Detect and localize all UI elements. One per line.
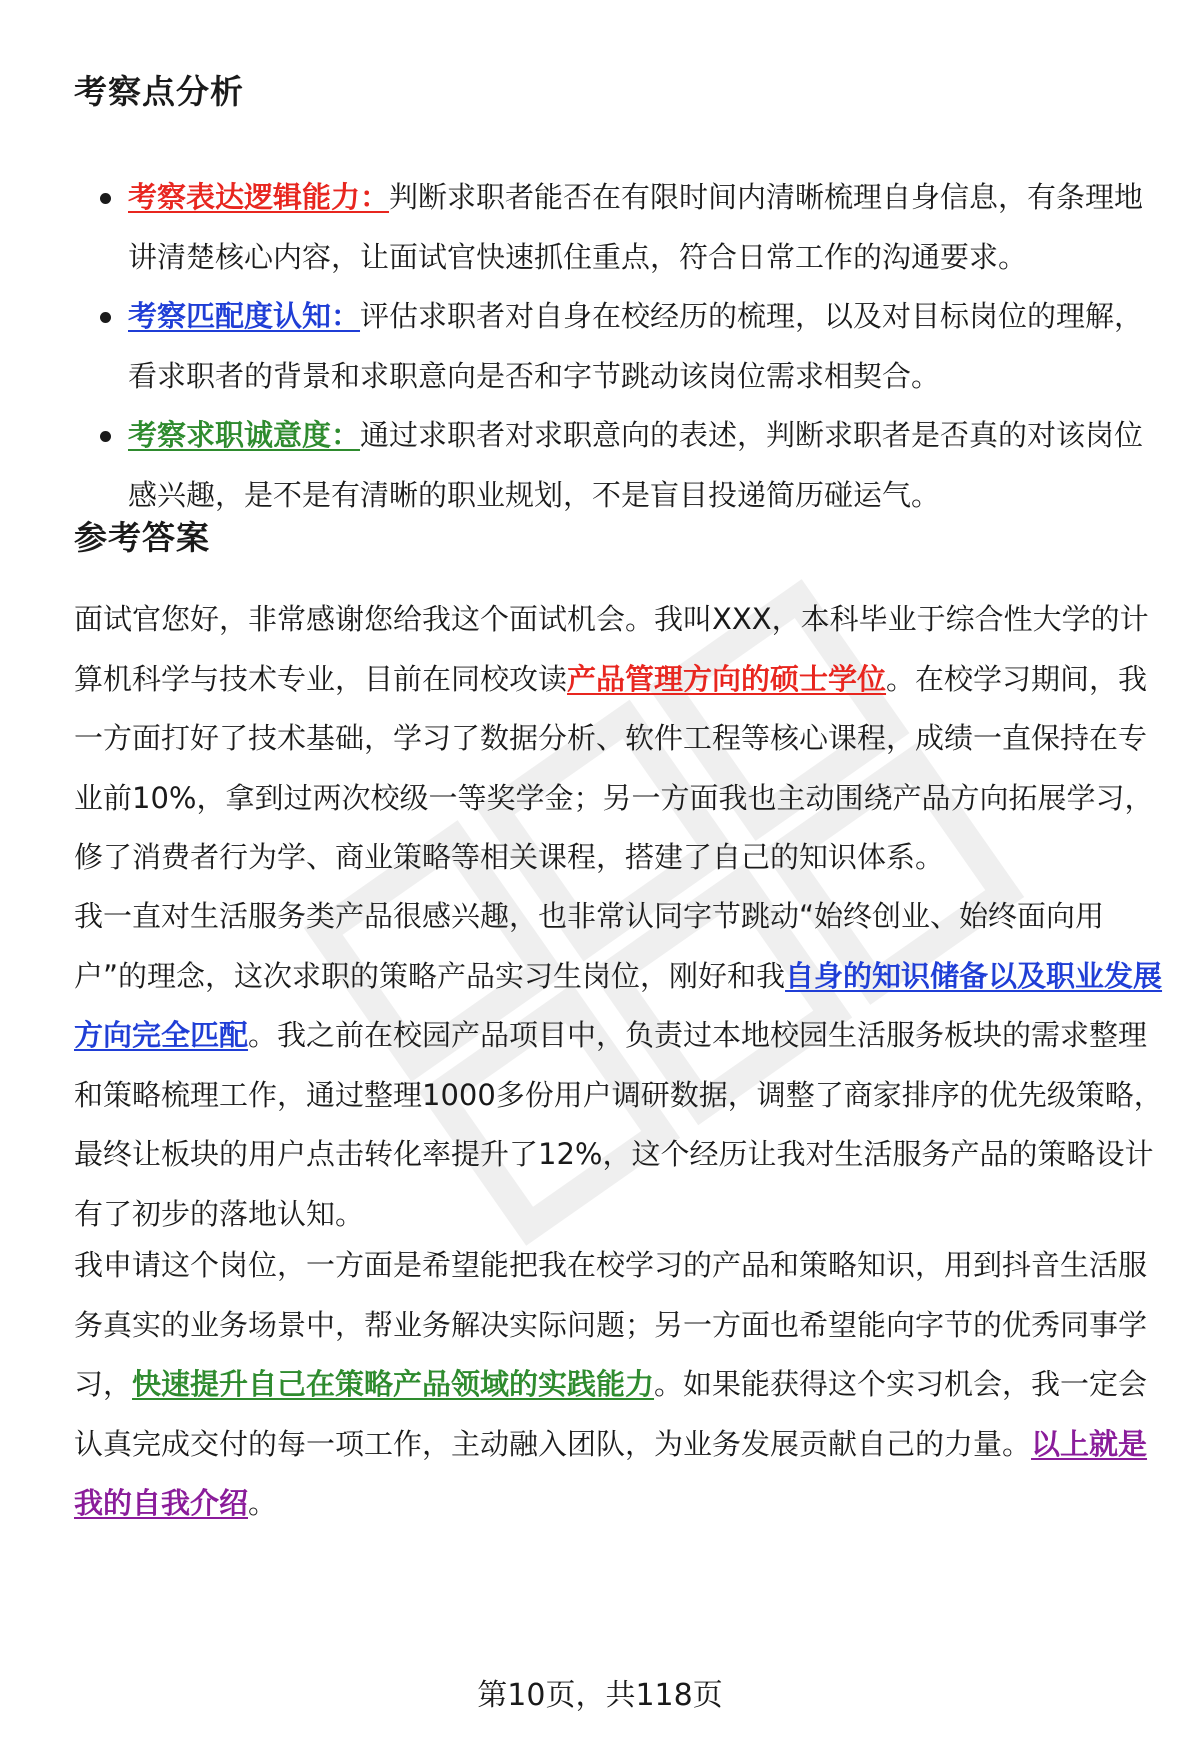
bullet-keyword: 考察求职诚意度：: [128, 418, 361, 452]
bullet-text: 评估求职者对自身在校经历的梳理，以及对目标岗位的理解，看求职者的背景和求职意向是否和字节跳动该岗位需求相契合。: [128, 299, 1144, 393]
highlight-text: 自身的知识储备以及职业发展方向完全匹配: [74, 958, 1163, 1052]
paragraph-text: 我申请这个岗位，一方面是希望能把我在校学习的产品和策略知识，用到抖音生活服务真实的业务场景中，帮业务解决实际问题；另一方面也希望能向字节的优秀同事学习，: [74, 1248, 1148, 1401]
analysis-section-title: 考察点分析: [74, 72, 244, 111]
bullet-dot-icon: [100, 193, 111, 204]
answer-paragraph-2: [74, 887, 1164, 1244]
highlight-text: 产品管理方向的硕士学位: [567, 661, 887, 696]
bullet-keyword: 考察匹配度认知：: [128, 299, 361, 333]
bullet-text: 通过求职者对求职意向的表述，判断求职者是否真的对该岗位感兴趣，是不是有清晰的职业规划，不是盲目投递简历碰运气。: [128, 418, 1144, 512]
answer-paragraph-1: [74, 590, 1164, 888]
page-number-footer: 第10页，共118页: [477, 1678, 723, 1713]
list-item: [74, 406, 1154, 525]
paragraph-text: 。在校学习期间，我一方面打好了技术基础，学习了数据分析、软件工程等核心课程，成绩一直保持在专业前10%，拿到过两次校级一等奖学金；另一方面我也主动围绕产品方向拓展学习，修了消费者行为学、商业策略等相关课程，搭建了自己的知识体系。: [74, 661, 1154, 874]
bullet-text: 判断求职者能否在有限时间内清晰梳理自身信息，有条理地讲清楚核心内容，让面试官快速抓住重点，符合日常工作的沟通要求。: [128, 180, 1144, 274]
paragraph-text: 。我之前在校园产品项目中，负责过本地校园生活服务板块的需求整理和策略梳理工作，通过整理1000多份用户调研数据，调整了商家排序的优先级策略，最终让板块的用户点击转化率提升了12%，这个经历让我对生活服务产品的策略设计有了初步的落地认知。: [74, 1018, 1163, 1231]
list-item: [74, 168, 1154, 287]
paragraph-text: 我一直对生活服务类产品很感兴趣，也非常认同字节跳动“始终创业、始终面向用户”的理念，这次求职的策略产品实习生岗位，刚好和我: [74, 899, 1105, 993]
highlight-text: 快速提升自己在策略产品领域的实践能力: [132, 1367, 655, 1401]
paragraph-text: 。如果能获得这个实习机会，我一定会认真完成交付的每一项工作，主动融入团队，为业务发展贡献自己的力量。: [74, 1367, 1148, 1461]
answer-section-title: 参考答案: [74, 518, 210, 557]
bullet-keyword: 考察表达逻辑能力：: [128, 180, 390, 214]
bullet-dot-icon: [100, 312, 111, 323]
list-item: [74, 287, 1154, 406]
paragraph-text: 面试官您好，非常感谢您给我这个面试机会。我叫XXX，本科毕业于综合性大学的计算机科学与技术专业，目前在同校攻读: [74, 602, 1149, 696]
answer-paragraph-3: [74, 1236, 1164, 1534]
analysis-bullet-list: [74, 168, 1154, 525]
highlight-text: 以上就是我的自我介绍: [74, 1426, 1148, 1520]
bullet-dot-icon: [100, 431, 111, 442]
paragraph-text: 。: [248, 1486, 278, 1520]
